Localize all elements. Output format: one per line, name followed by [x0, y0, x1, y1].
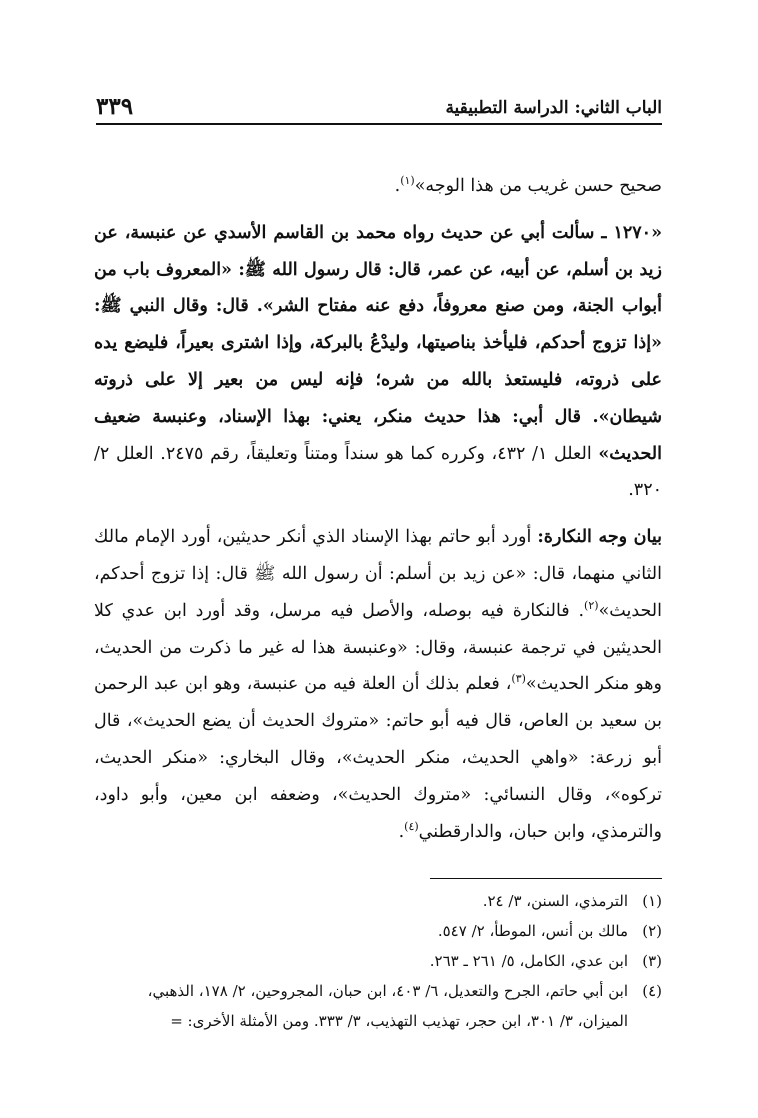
footnote-ref-4: (٤) [404, 819, 419, 833]
p3-text-1: أورد أبو حاتم بهذا الإسناد الذي أنكر حديثين، أورد الإمام مالك الثاني منهما، قال: «عن زيد بن أسلم: أن رسول الله ﷺ قال: إذا تزوج أحدكم، الحديث» [94, 527, 662, 621]
footnote-text: ابن عدي، الكامل، ٥/ ٢٦١ ـ ٢٦٣. [429, 952, 628, 970]
footnote-4 [94, 976, 662, 1036]
footnote-3 [94, 946, 662, 976]
footnote-text: الترمذي، السنن، ٣/ ٢٤. [482, 892, 628, 910]
footnote-text: مالك بن أنس، الموطأ، ٢/ ٥٤٧. [437, 922, 628, 940]
paragraph-1 [94, 168, 662, 205]
footnote-number: (٢) [642, 922, 662, 940]
paragraph-3 [94, 519, 662, 850]
footnote-text [94, 976, 628, 1036]
p3-text-3: ، فعلم بذلك أن العلة فيه من عنبسة، وهو ابن عبد الرحمن بن سعيد بن العاص، قال فيه أبو حاتم: «متروك الحديث أن يضع الحديث»، قال أبو زرعة: «واهي الحديث، منكر الحديث»، وقال البخاري: «منكر الحديث، تركوه»، وقال النسائي: «متروك الحديث»، وضعفه ابن معين، وأبو داود، والترمذي، وابن حبان، والدارقطني [94, 674, 662, 842]
footnote-number: (٣) [642, 952, 662, 970]
p1-text: صحيح حسن غريب من هذا الوجه» [414, 176, 662, 196]
footnote-number: (٤) [642, 982, 662, 1000]
chapter-title: الباب الثاني: الدراسة التطبيقية [445, 98, 662, 118]
p3-label: بيان وجه النكارة: [537, 527, 662, 548]
footnote-ref-1: (١) [400, 174, 415, 188]
page-header [96, 86, 662, 120]
page-number: ٣٣٩ [96, 93, 134, 120]
footnote-text-line-1: ابن أبي حاتم، الجرح والتعديل، ٦/ ٤٠٣، ابن حبان، المجروحين، ٢/ ١٧٨، الذهبي، [147, 982, 628, 1000]
p2-quote: «١٢٧٠ ـ سألت أبي عن حديث رواه محمد بن القاسم الأسدي عن عنبسة، عن زيد بن أسلم، عن أبيه، عن عمر، قال: قال رسول الله ﷺ: «المعروف باب من أبواب الجنة، ومن صنع معروفاً، دفع عنه مفتاح الشر». قال: وقال النبي ﷺ: «إذا تزوج أحدكم، فليأخذ بناصيتها، وليدْعُ بالبركة، وإذا اشترى بعيراً، فليضع يده على ذروته، فليستعذ بالله من شره؛ فإنه ليس من بعير إلا على ذروته شيطان». قال أبي: هذا حديث منكر، يعني: بهذا الإسناد، وعنبسة ضعيف الحديث» [94, 222, 662, 464]
footnote-number: (١) [642, 892, 662, 910]
footnote-1 [94, 886, 662, 916]
footnotes [94, 886, 662, 1036]
footnote-text-line-2: الميزان، ٣/ ٣٠١، ابن حجر، تهذيب التهذيب، ٣/ ٣٣٣. ومن الأمثلة الأخرى: = [170, 1012, 628, 1030]
footnote-ref-3: (٣) [511, 672, 526, 686]
main-text [94, 168, 662, 850]
footnote-ref-2: (٢) [584, 598, 599, 612]
p2-citation: العلل ١/ ٤٣٢، وكرره كما هو سنداً ومتناً وتعليقاً، رقم ٢٤٧٥. العلل ٢/ ٣٢٠. [94, 443, 662, 501]
footnote-divider [430, 878, 662, 879]
p1-end: . [394, 176, 401, 196]
paragraph-2 [94, 215, 662, 509]
header-divider [96, 123, 662, 125]
paragraph-gap [94, 205, 662, 215]
p3-end: . [398, 821, 405, 842]
footnote-2 [94, 916, 662, 946]
p3-text-2: . فالنكارة فيه بوصله، والأصل فيه مرسل، وقد أورد ابن عدي كلا الحديثين في ترجمة عنبسة، وقال: «وعنبسة هذا له غير ما ذكرت من الحديث، وهو منكر الحديث» [94, 600, 662, 695]
paragraph-gap [94, 509, 662, 519]
